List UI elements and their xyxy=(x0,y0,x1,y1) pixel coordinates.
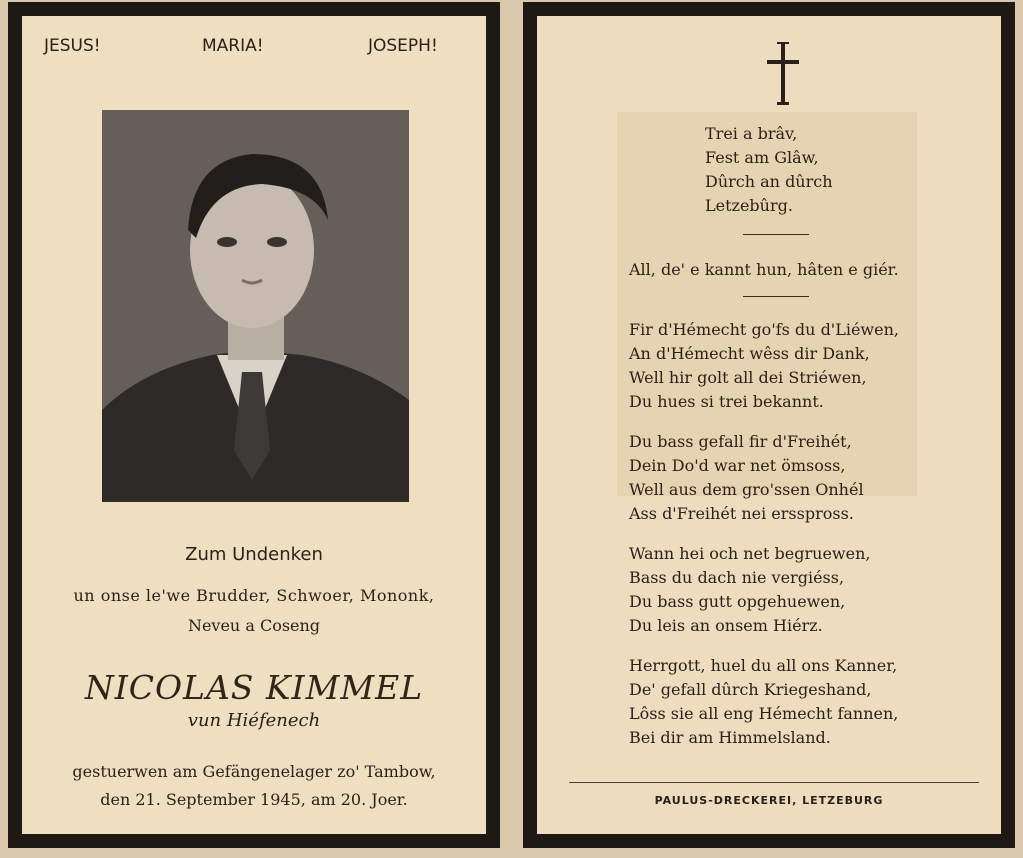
portrait-photo xyxy=(102,110,409,502)
death-date-line: den 21. September 1945, am 20. Joer. xyxy=(100,790,408,809)
motto-line: Letzebûrg. xyxy=(705,196,793,215)
origin-line: vun Hiéfenech xyxy=(187,710,321,731)
verse-line: Well aus dem gro'ssen Onhél xyxy=(629,480,864,499)
motto-line: Dûrch an dûrch xyxy=(705,172,833,191)
verse-line: De' gefall dûrch Kriegeshand, xyxy=(629,680,872,699)
verse-line: Dein Do'd war net ömsoss, xyxy=(629,456,846,475)
printer-divider xyxy=(569,782,979,783)
cross-icon xyxy=(763,42,803,106)
family-line-2: Neveu a Coseng xyxy=(187,616,321,635)
verse-line: Du hues si trei bekannt. xyxy=(629,392,824,411)
memory-heading: Zum Undenken xyxy=(185,544,323,565)
deceased-name: NICOLAS KIMMEL xyxy=(84,668,424,707)
family-line-1: un onse le'we Brudder, Schwoer, Mononk, xyxy=(73,586,435,605)
memorial-card-right xyxy=(523,2,1015,848)
stanza-4 xyxy=(629,654,898,750)
stanza-3 xyxy=(629,542,870,638)
stanza-1 xyxy=(629,318,899,414)
verse-line: Herrgott, huel du all ons Kanner, xyxy=(629,656,898,675)
printer-imprint: PAULUS-DRECKEREI, LETZEBURG xyxy=(654,794,884,807)
invocations xyxy=(22,36,486,66)
motto-line: Trei a brâv, xyxy=(705,124,798,143)
verse-line: Du bass gefall fir d'Freihét, xyxy=(629,432,852,451)
verse-line: Lôss sie all eng Hémecht fannen, xyxy=(629,704,899,723)
verse-line: Wann hei och net begruewen, xyxy=(629,544,871,563)
motto-line: Fest am Glâw, xyxy=(705,148,819,167)
verse-line: Du bass gutt opgehuewen, xyxy=(629,592,846,611)
invocation-jesus: JESUS! xyxy=(44,36,101,56)
divider xyxy=(743,296,809,297)
right-panel xyxy=(537,16,1001,834)
verse-line: Ass d'Freihét nei ersspross. xyxy=(629,504,854,523)
divider xyxy=(743,234,809,235)
verse-line: Bass du dach nie vergiéss, xyxy=(629,568,845,587)
saying-line: All, de' e kannt hun, hâten e giér. xyxy=(629,260,899,279)
invocation-maria: MARIA! xyxy=(202,36,264,56)
stanza-2 xyxy=(629,430,864,526)
memorial-card-left xyxy=(8,2,500,848)
death-place-line: gestuerwen am Gefängenelager zo' Tambow, xyxy=(72,762,436,781)
verse-line: Du leis an onsem Hiérz. xyxy=(629,616,823,635)
verse-line: An d'Hémecht wêss dir Dank, xyxy=(629,344,870,363)
verse-line: Bei dir am Himmelsland. xyxy=(629,728,831,747)
invocation-joseph: JOSEPH! xyxy=(368,36,438,56)
left-panel xyxy=(22,16,486,834)
verse-line: Fir d'Hémecht go'fs du d'Liéwen, xyxy=(629,320,899,339)
verse-line: Well hir golt all dei Striéwen, xyxy=(629,368,867,387)
